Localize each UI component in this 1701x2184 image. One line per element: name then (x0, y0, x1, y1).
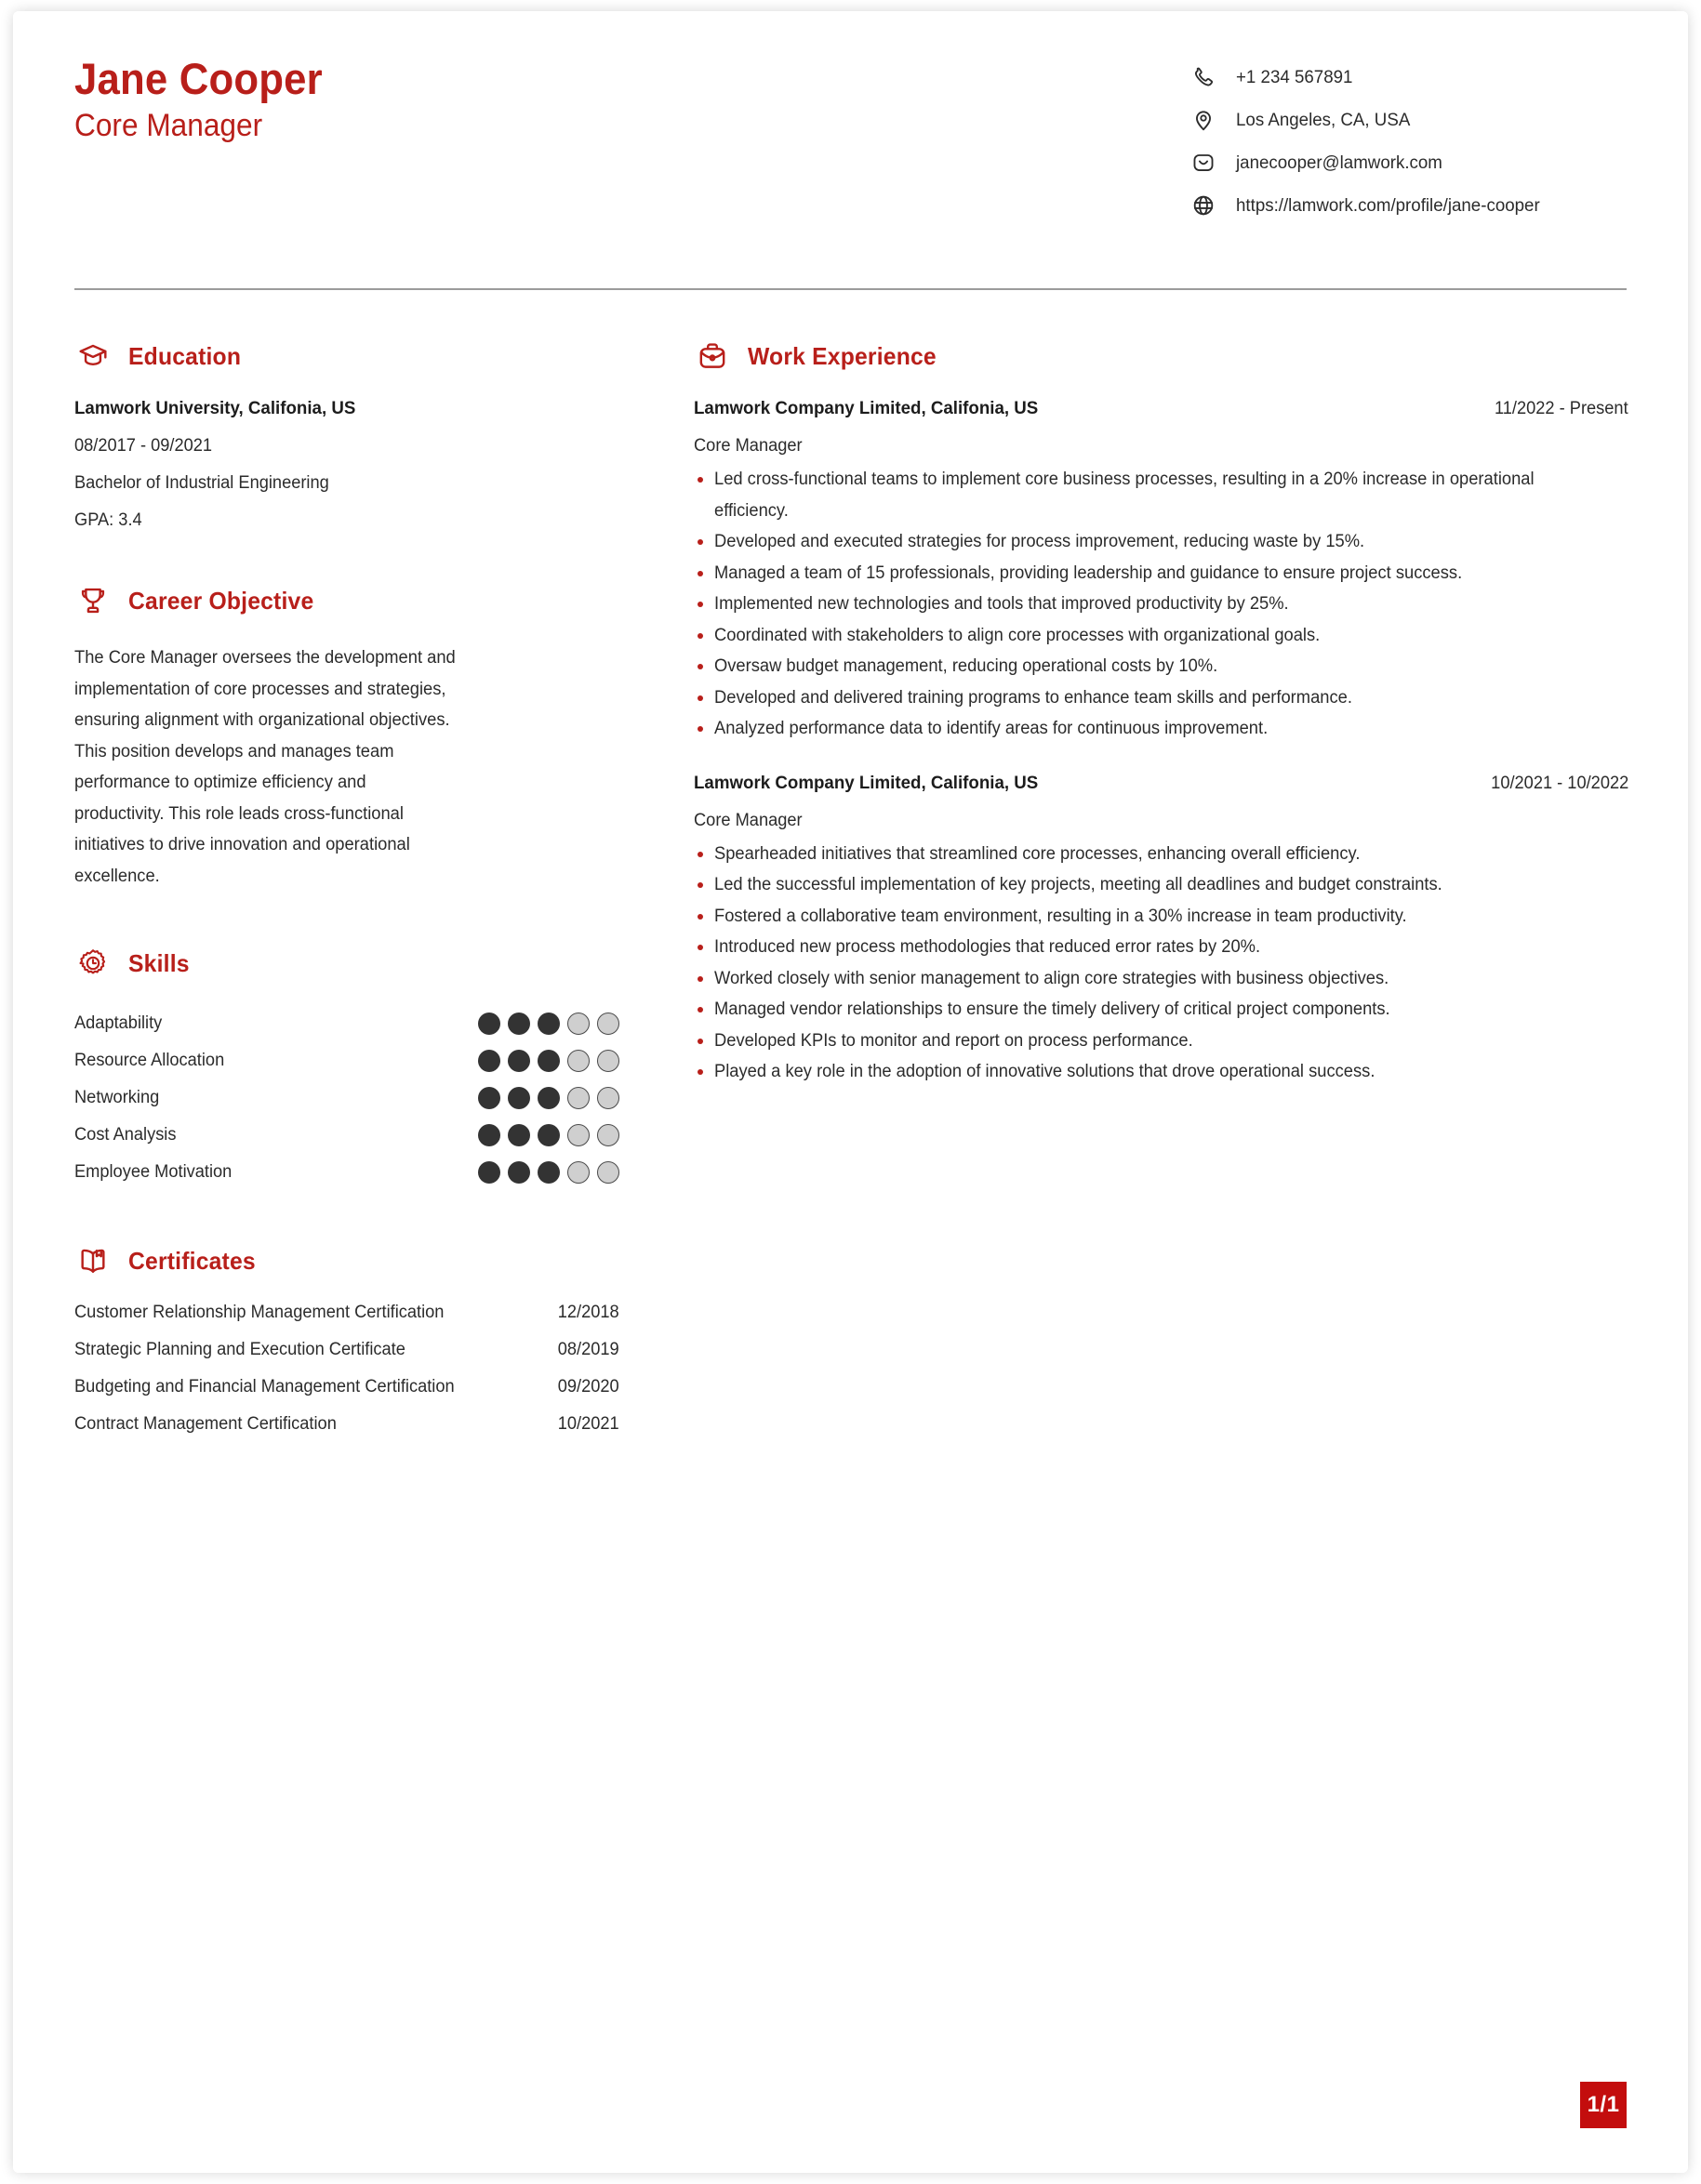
work-bullet (694, 713, 1628, 745)
work-role: Core Manager (694, 436, 803, 456)
objective-title: Career Objective (128, 586, 314, 615)
globe-icon (1189, 192, 1217, 219)
contact-website[interactable] (1189, 188, 1627, 223)
work-heading (694, 335, 1628, 377)
skill-row (74, 1154, 619, 1191)
work-bullet-text: Spearheaded initiatives that streamlined core processes, enhancing overall efficiency. (714, 843, 1361, 864)
skills-heading (74, 942, 619, 985)
resume-header (74, 56, 1627, 288)
rating-dot (478, 1050, 500, 1072)
work-bullet-text: Led cross-functional teams to implement core business processes, resulting in a 20% increase in operational efficiency. (714, 470, 1535, 521)
work-title: Work Experience (748, 341, 937, 370)
work-bullet (694, 589, 1628, 620)
skill-rating (478, 1050, 619, 1072)
education-degree: Bachelor of Industrial Engineering (74, 473, 329, 493)
rating-dot (478, 1013, 500, 1035)
work-bullet (694, 1056, 1628, 1088)
certificate-date: 08/2019 (558, 1340, 619, 1359)
certificate-name: Budgeting and Financial Management Certification (74, 1377, 455, 1396)
certificate-name: Customer Relationship Management Certification (74, 1303, 445, 1322)
contact-website-value: https://lamwork.com/profile/jane-cooper (1236, 194, 1540, 216)
candidate-name: Jane Cooper (74, 54, 323, 103)
work-bullet (694, 682, 1628, 714)
briefcase-icon (694, 338, 731, 375)
skill-rating (478, 1124, 619, 1146)
education-heading (74, 335, 619, 377)
work-date: 11/2022 - Present (1495, 399, 1628, 418)
rating-dot (597, 1050, 619, 1072)
section-education (74, 335, 619, 531)
work-bullet-text: Developed and delivered training programs to enhance team skills and performance. (714, 687, 1352, 708)
contact-phone-value: +1 234 567891 (1236, 66, 1353, 87)
candidate-role: Core Manager (74, 108, 263, 144)
section-certificates (74, 1239, 619, 1451)
rating-dot (597, 1087, 619, 1109)
work-entry (694, 773, 1628, 1088)
work-bullet-text: Implemented new technologies and tools that improved productivity by 25%. (714, 594, 1289, 614)
phone-icon (1189, 63, 1217, 91)
work-bullet-text: Played a key role in the adoption of innovative solutions that drove operational success. (714, 1062, 1375, 1081)
work-entry-header (694, 398, 1628, 419)
rating-dot (478, 1124, 500, 1146)
work-bullet-text: Led the successful implementation of key projects, meeting all deadlines and budget constraints. (714, 875, 1442, 894)
rating-dot (538, 1087, 560, 1109)
certificates-list (74, 1303, 619, 1451)
skill-row (74, 1079, 619, 1117)
skill-rating (478, 1161, 619, 1184)
certificate-row (74, 1414, 619, 1451)
work-bullet-text: Developed and executed strategies for process improvement, reducing waste by 15%. (714, 532, 1365, 551)
section-career-objective (74, 579, 619, 892)
contact-location-value: Los Angeles, CA, USA (1236, 109, 1411, 130)
work-bullet-text: Managed vendor relationships to ensure the timely delivery of critical project components. (714, 999, 1390, 1019)
skill-row (74, 1042, 619, 1079)
graduation-cap-icon (74, 338, 112, 375)
section-work-experience (694, 335, 1628, 1088)
certificate-date: 09/2020 (558, 1377, 619, 1396)
objective-text: The Core Manager oversees the development and implementation of core processes and strategies, ensuring alignment with organizational objectives. This position develops and manages team performance to optimize efficiency and productivity. This role leads cross-functional initiatives to drive innovation and operational excellence. (74, 648, 456, 886)
rating-dot (567, 1050, 590, 1072)
resume-page (13, 11, 1688, 2173)
section-skills (74, 942, 619, 1191)
rating-dot (508, 1124, 530, 1146)
work-bullets (694, 464, 1628, 745)
skills-list (74, 1005, 619, 1191)
certificate-row (74, 1377, 619, 1414)
skills-title: Skills (128, 948, 190, 977)
certificate-name: Contract Management Certification (74, 1414, 337, 1434)
skill-name: Adaptability (74, 1013, 163, 1033)
work-bullet-text: Coordinated with stakeholders to align core processes with organizational goals. (714, 625, 1321, 645)
work-bullet (694, 839, 1628, 870)
skill-name: Cost Analysis (74, 1125, 177, 1145)
work-bullet (694, 994, 1628, 1026)
rating-dot (538, 1013, 560, 1035)
work-bullet-text: Fostered a collaborative team environment, resulting in a 30% increase in team productivity. (714, 906, 1407, 926)
work-bullet-text: Analyzed performance data to identify areas for continuous improvement. (714, 719, 1269, 738)
certificate-date: 10/2021 (558, 1414, 619, 1434)
certificate-row (74, 1340, 619, 1377)
work-bullet (694, 963, 1628, 995)
contact-email-value: janecooper@lamwork.com (1236, 152, 1442, 173)
skill-name: Networking (74, 1088, 160, 1107)
rating-dot (597, 1124, 619, 1146)
rating-dot (478, 1161, 500, 1184)
left-column (74, 335, 619, 1451)
open-book-icon (74, 1242, 112, 1279)
education-school: Lamwork University, Califonia, US (74, 398, 356, 418)
rating-dot (538, 1050, 560, 1072)
skill-rating (478, 1087, 619, 1109)
education-title: Education (128, 341, 242, 370)
contact-location (1189, 102, 1627, 138)
work-bullet (694, 932, 1628, 963)
skill-name: Employee Motivation (74, 1162, 233, 1182)
rating-dot (508, 1161, 530, 1184)
location-pin-icon (1189, 106, 1217, 134)
work-role: Core Manager (694, 810, 803, 830)
email-icon (1189, 149, 1217, 177)
work-bullet-text: Introduced new process methodologies that reduced error rates by 20%. (714, 937, 1261, 957)
work-bullet (694, 464, 1628, 526)
work-entry-header (694, 773, 1628, 794)
certificate-row (74, 1303, 619, 1340)
rating-dot (538, 1161, 560, 1184)
work-bullet-text: Developed KPIs to monitor and report on process performance. (714, 1030, 1193, 1051)
rating-dot (567, 1087, 590, 1109)
certificate-name: Strategic Planning and Execution Certificate (74, 1340, 405, 1359)
work-bullet (694, 1026, 1628, 1057)
work-bullet (694, 558, 1628, 589)
work-bullet (694, 620, 1628, 652)
work-bullet-text: Managed a team of 15 professionals, providing leadership and guidance to ensure project success. (714, 563, 1463, 583)
header-divider (74, 288, 1627, 290)
certificates-title: Certificates (128, 1246, 256, 1275)
resume-sheet (13, 11, 1688, 2173)
skill-rating (478, 1013, 619, 1035)
skill-row (74, 1117, 619, 1154)
gear-clock-icon (74, 945, 112, 982)
right-column (694, 335, 1628, 1116)
work-entry (694, 398, 1628, 745)
work-bullet (694, 901, 1628, 933)
work-bullets (694, 839, 1628, 1088)
rating-dot (508, 1050, 530, 1072)
page-number-badge: 1/1 (1580, 2082, 1627, 2128)
work-company: Lamwork Company Limited, Califonia, US (694, 398, 1039, 418)
trophy-icon (74, 582, 112, 619)
rating-dot (508, 1013, 530, 1035)
rating-dot (597, 1161, 619, 1184)
rating-dot (567, 1161, 590, 1184)
certificate-date: 12/2018 (558, 1303, 619, 1322)
skill-name: Resource Allocation (74, 1051, 225, 1070)
contact-list (1189, 60, 1627, 223)
rating-dot (597, 1013, 619, 1035)
objective-heading (74, 579, 619, 622)
work-bullet (694, 869, 1628, 901)
rating-dot (508, 1087, 530, 1109)
rating-dot (567, 1124, 590, 1146)
work-bullet-text: Oversaw budget management, reducing operational costs by 10%. (714, 656, 1218, 676)
rating-dot (538, 1124, 560, 1146)
work-date: 10/2021 - 10/2022 (1490, 773, 1628, 793)
work-bullet (694, 651, 1628, 682)
certificates-heading (74, 1239, 619, 1282)
work-bullet (694, 526, 1628, 558)
contact-phone[interactable] (1189, 60, 1627, 95)
education-gpa: GPA: 3.4 (74, 510, 142, 530)
rating-dot (478, 1087, 500, 1109)
rating-dot (567, 1013, 590, 1035)
work-company: Lamwork Company Limited, Califonia, US (694, 772, 1039, 793)
work-bullet-text: Worked closely with senior management to align core strategies with business objectives. (714, 968, 1389, 988)
education-dates: 08/2017 - 09/2021 (74, 436, 213, 456)
contact-email[interactable] (1189, 145, 1627, 180)
skill-row (74, 1005, 619, 1042)
